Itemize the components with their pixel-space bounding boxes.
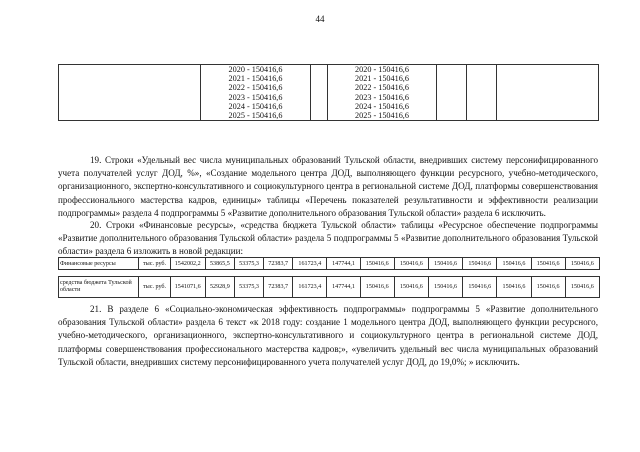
year-value: 2020 - 150416,6: [228, 65, 283, 74]
year-value: 2021 - 150416,6: [355, 74, 409, 84]
paragraph-19: [58, 154, 598, 220]
table-cell: 150416,6: [531, 277, 565, 298]
table-cell: тыс. руб.: [139, 258, 170, 270]
table-cell: 72383,7: [264, 277, 293, 298]
table-cell: 150416,6: [531, 258, 565, 270]
table-cell: 161723,4: [293, 277, 327, 298]
year-value: 2022 - 150416,6: [355, 83, 409, 93]
table-cell: [467, 65, 497, 121]
table-cell: [311, 65, 328, 121]
table-row: [59, 65, 599, 121]
finance-table-regional-budget: [58, 276, 600, 298]
year-value: 2023 - 150416,6: [355, 92, 409, 102]
table-cell: 1542002,2: [170, 258, 205, 270]
table-cell: 150416,6: [394, 258, 428, 270]
table-cell: 147744,1: [327, 258, 360, 270]
table-cell: 150416,6: [394, 277, 428, 298]
table-cell: 53375,3: [234, 277, 263, 298]
table-row: [59, 277, 600, 298]
paragraph-21-text: 21. В разделе 6 «Социально-экономическая эффективность подпрограммы» подпрограммы 5 «Развитие дополнительного образования Тульской области» раздела 6 текст «к 2018 году: создание 1 модельного центра ДОД, выполняющего функции ресурсного, учебно-методического, организационного, экспертно-консультативного и социокультурного центра в региональной системе ДОД, платформы совершенствования профессионального мастерства кадров;», «увеличить удельный вес числа муниципальных образований Тульской области, внедривших систему персонифицированного учета получателей услуг ДОД, до 19,0%; » исключить.: [58, 304, 598, 367]
continued-table: [58, 64, 599, 121]
table-cell: 147744,1: [327, 277, 360, 298]
table-cell: [328, 65, 437, 121]
table-cell: Финансовые ресурсы: [59, 258, 139, 270]
table-cell: 150416,6: [429, 277, 463, 298]
table-row: [59, 258, 600, 270]
year-value: 2020 - 150416,6: [355, 65, 409, 74]
table-cell: [201, 65, 311, 121]
year-value: 2021 - 150416,6: [228, 74, 283, 84]
year-value: 2024 - 150416,6: [355, 101, 409, 111]
table-cell: 150416,6: [565, 277, 599, 298]
table-cell: [497, 65, 599, 121]
year-value: 2022 - 150416,6: [228, 83, 283, 93]
table-cell: 72383,7: [264, 258, 293, 270]
finance-table-resources: [58, 257, 600, 270]
paragraph-21: [58, 303, 598, 369]
table-cell: 150416,6: [463, 258, 497, 270]
table-cell: 161723,4: [293, 258, 327, 270]
table-cell: 53375,3: [234, 258, 263, 270]
paragraph-20-text: 20. Строки «Финансовые ресурсы», «средства бюджета Тульской области» таблицы «Ресурсное обеспечение подпрограммы «Развитие дополнительного образования Тульской области» раздела 5 подпрограммы 5 «Развитие дополнительного образования Тульской области» раздела 6 изложить в новой редакции:: [58, 220, 598, 257]
table-cell: [437, 65, 467, 121]
table-cell: 150416,6: [497, 258, 531, 270]
table-cell: 150416,6: [429, 258, 463, 270]
year-value: 2025 - 150416,6: [355, 111, 409, 121]
table-cell: [59, 65, 201, 121]
year-value: 2024 - 150416,6: [228, 101, 283, 111]
table-cell: 150416,6: [463, 277, 497, 298]
table-cell: 150416,6: [360, 277, 394, 298]
year-value: 2025 - 150416,6: [228, 111, 283, 121]
page-number: 44: [315, 14, 325, 24]
table-cell: средства бюджета Тульской области: [59, 277, 139, 298]
table-cell: тыс. руб.: [139, 277, 170, 298]
table-cell: 52928,9: [205, 277, 234, 298]
table-cell: 1541071,6: [170, 277, 205, 298]
paragraph-19-text: 19. Строки «Удельный вес числа муниципальных образований Тульской области, внедривших систему персонифицированного учета получателей услуг ДОД, %», «Создание модельного центра ДОД, выполняющего функции ресурсного, учебно-методического, организационного, экспертно-консультативного и социокультурного центра в региональной системе ДОД, платформы совершенствования профессионального мастерства кадров, единицы» таблицы «Перечень показателей результативности и эффективности реализации подпрограммы» раздела 4 подпрограммы 5 «Развитие дополнительного образования Тульской области» раздела 6 исключить.: [58, 155, 598, 218]
table-cell: 53865,5: [205, 258, 234, 270]
paragraph-20: [58, 219, 598, 259]
table-cell: 150416,6: [497, 277, 531, 298]
table-cell: 150416,6: [565, 258, 599, 270]
table-cell: 150416,6: [360, 258, 394, 270]
year-value: 2023 - 150416,6: [228, 92, 283, 102]
year-values-list: [201, 65, 310, 120]
year-values-list: [328, 65, 436, 120]
